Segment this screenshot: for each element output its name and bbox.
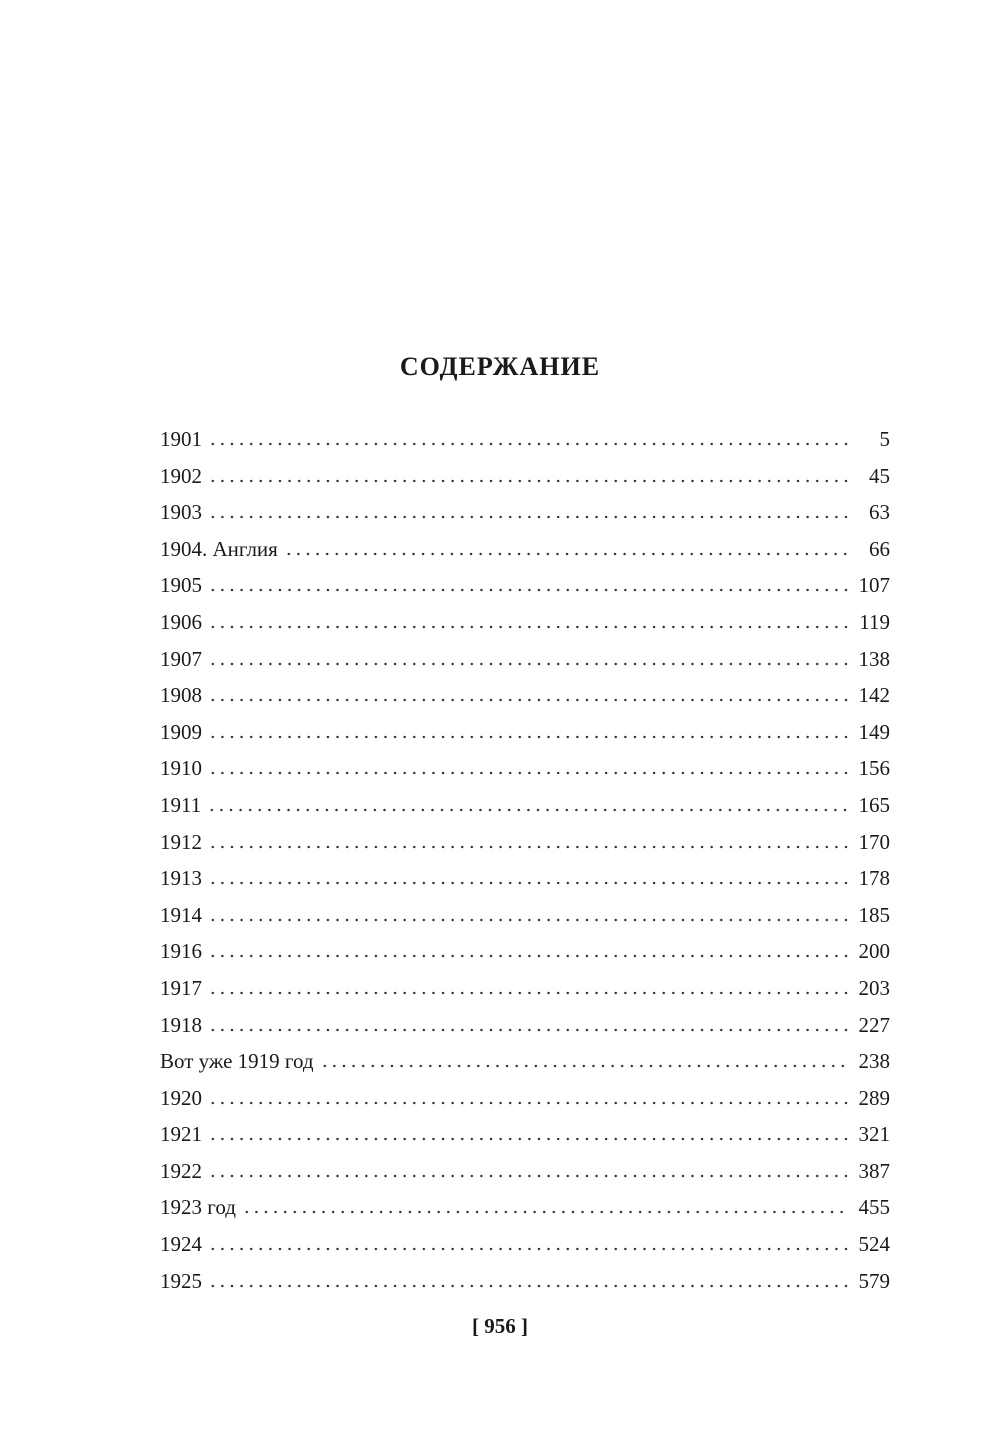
toc-entry-page: 579 xyxy=(858,1268,890,1293)
toc-entry-label: 1923 год xyxy=(160,1195,236,1220)
page-number: [ 956 ] xyxy=(472,1314,528,1338)
toc-leader-dots xyxy=(208,499,850,519)
toc-leader-dots xyxy=(242,1194,850,1214)
toc-entry xyxy=(160,641,890,678)
toc-entry-label: 1905 xyxy=(160,573,202,598)
toc-entry xyxy=(160,1189,890,1226)
toc-entry xyxy=(160,1263,890,1300)
toc-leader-dots xyxy=(208,975,850,995)
toc-entry-page: 165 xyxy=(858,792,890,817)
toc-leader-dots xyxy=(208,1158,850,1178)
toc-leader-dots xyxy=(320,1048,850,1068)
toc-entry-page: 170 xyxy=(858,829,890,854)
toc-entry-page: 107 xyxy=(858,573,890,598)
toc-entry-label: 1907 xyxy=(160,646,202,671)
toc-entry xyxy=(160,860,890,897)
toc-entry-page: 63 xyxy=(869,500,890,525)
toc-leader-dots xyxy=(208,1012,850,1032)
toc-entry-page: 185 xyxy=(858,902,890,927)
toc-entry xyxy=(160,531,890,568)
toc-entry xyxy=(160,787,890,824)
toc-entry-label: 1916 xyxy=(160,939,202,964)
toc-entry xyxy=(160,604,890,641)
toc-entry-label: 1922 xyxy=(160,1158,202,1183)
toc-entry-page: 289 xyxy=(858,1085,890,1110)
toc-entry-page: 149 xyxy=(858,719,890,744)
toc-entry-page: 227 xyxy=(858,1012,890,1037)
toc-entry-page: 200 xyxy=(858,939,890,964)
toc-entry-label: 1912 xyxy=(160,829,202,854)
toc-entry-page: 238 xyxy=(858,1049,890,1074)
toc-leader-dots xyxy=(208,829,850,849)
toc-leader-dots xyxy=(208,426,850,446)
toc-leader-dots xyxy=(208,646,850,666)
toc-entry xyxy=(160,1080,890,1117)
toc-entry-page: 203 xyxy=(858,975,890,1000)
toc-entry-page: 524 xyxy=(858,1232,890,1257)
toc-leader-dots xyxy=(207,792,850,812)
toc-entry-page: 387 xyxy=(858,1158,890,1183)
toc-entry-label: 1920 xyxy=(160,1085,202,1110)
toc-entry-label: 1902 xyxy=(160,463,202,488)
toc-entry-page: 45 xyxy=(869,463,890,488)
toc-entry xyxy=(160,421,890,458)
toc-entry-label: 1925 xyxy=(160,1268,202,1293)
toc-entry-label: 1910 xyxy=(160,756,202,781)
toc-leader-dots xyxy=(208,1231,850,1251)
toc-leader-dots xyxy=(208,938,850,958)
toc-entry xyxy=(160,1007,890,1044)
toc-entry-page: 178 xyxy=(858,866,890,891)
toc-entry-label: 1913 xyxy=(160,866,202,891)
toc-leader-dots xyxy=(208,682,850,702)
toc-entry xyxy=(160,750,890,787)
toc-leader-dots xyxy=(208,755,850,775)
toc-leader-dots xyxy=(208,902,850,922)
toc-entry-label: 1918 xyxy=(160,1012,202,1037)
toc-entry-label: 1924 xyxy=(160,1232,202,1257)
toc-entry xyxy=(160,494,890,531)
toc-entry-page: 321 xyxy=(858,1122,890,1147)
toc-entry-label: 1901 xyxy=(160,427,202,451)
toc-entry-label: 1914 xyxy=(160,902,202,927)
toc-entry xyxy=(160,677,890,714)
toc-entry xyxy=(160,458,890,495)
toc-entry xyxy=(160,970,890,1007)
toc-leader-dots xyxy=(208,865,850,885)
toc-entry-label: 1909 xyxy=(160,719,202,744)
toc-leader-dots xyxy=(208,1085,850,1105)
toc-leader-dots xyxy=(208,609,850,629)
toc-entry-page: 119 xyxy=(859,609,890,634)
toc-entry xyxy=(160,714,890,751)
toc-entry-label: 1921 xyxy=(160,1122,202,1147)
toc-leader-dots xyxy=(208,572,850,592)
toc-leader-dots xyxy=(208,1268,850,1288)
toc-entry xyxy=(160,1226,890,1263)
toc-entry-page: 142 xyxy=(858,683,890,708)
toc-entry xyxy=(160,1153,890,1190)
toc-list xyxy=(160,421,890,1299)
toc-entry xyxy=(160,1043,890,1080)
toc-entry-page: 66 xyxy=(869,536,890,561)
toc-entry xyxy=(160,1116,890,1153)
toc-entry-page: 5 xyxy=(879,427,890,451)
toc-entry-page: 156 xyxy=(858,756,890,781)
toc-entry-label: 1903 xyxy=(160,500,202,525)
toc-entry xyxy=(160,824,890,861)
toc-leader-dots xyxy=(208,719,850,739)
toc-entry-page: 455 xyxy=(858,1195,890,1220)
toc-entry-label: 1904. Англия xyxy=(160,536,278,561)
toc-entry xyxy=(160,933,890,970)
toc-entry-label: 1906 xyxy=(160,609,202,634)
toc-entry-label: 1911 xyxy=(160,792,202,817)
toc-leader-dots xyxy=(208,463,850,483)
toc-leader-dots xyxy=(284,536,850,556)
toc-entry xyxy=(160,567,890,604)
toc-entry-label: 1917 xyxy=(160,975,202,1000)
toc-entry-label: 1908 xyxy=(160,683,202,708)
toc-entry-page: 138 xyxy=(858,646,890,671)
toc-entry-label: Вот уже 1919 год xyxy=(160,1049,314,1074)
toc-title: СОДЕРЖАНИЕ xyxy=(399,352,601,381)
toc-entry xyxy=(160,897,890,934)
toc-leader-dots xyxy=(208,1121,850,1141)
